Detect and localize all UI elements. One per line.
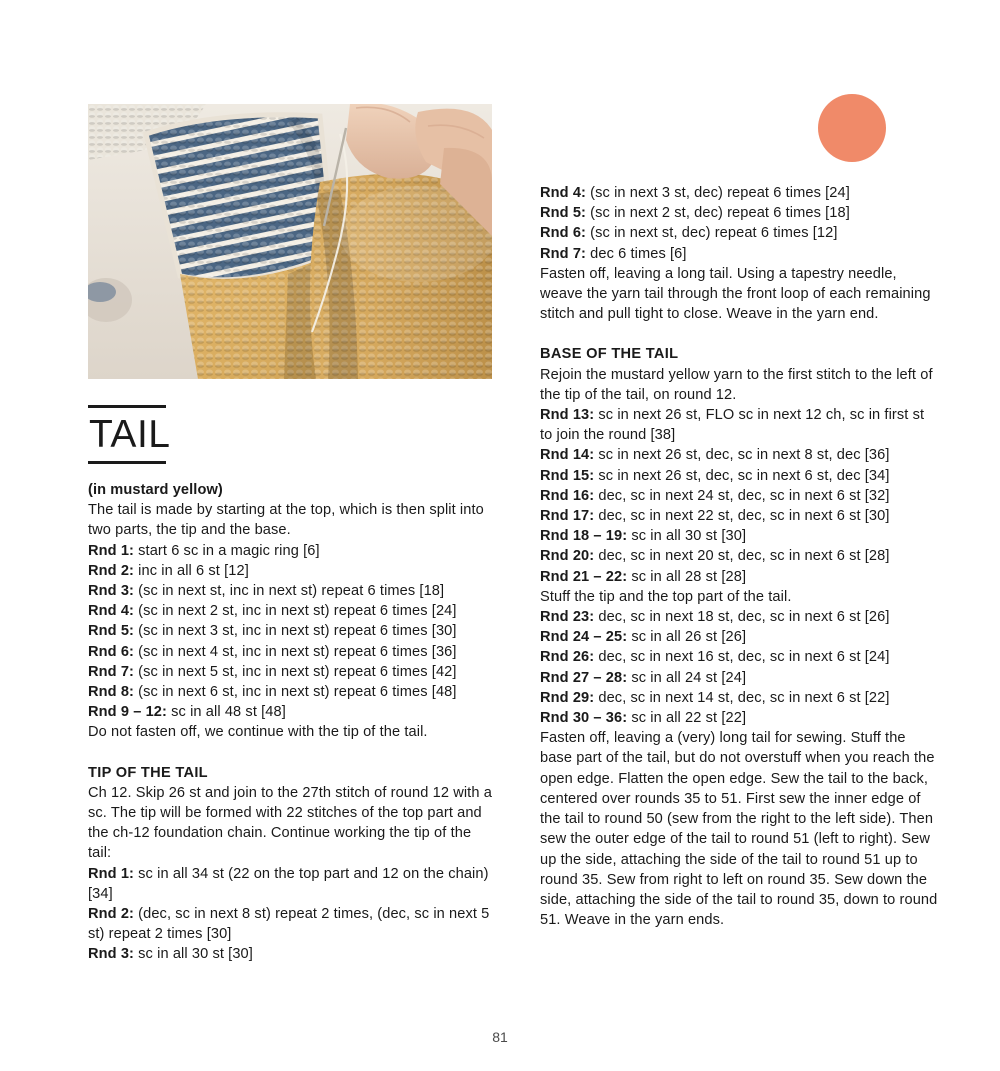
round-line — [540, 203, 938, 223]
round-label: Rnd 7: — [540, 245, 586, 262]
round-line — [88, 904, 492, 944]
round-text: sc in all 22 st [22] — [627, 710, 747, 727]
round-text: dec, sc in next 24 st, dec, sc in next 6 st [32] — [594, 487, 890, 504]
round-text: (sc in next 2 st, dec) repeat 6 times [18] — [586, 205, 850, 222]
round-line — [88, 561, 492, 581]
tip-of-tail-heading: TIP OF THE TAIL — [88, 764, 208, 781]
round-line — [88, 702, 492, 722]
round-line — [540, 567, 938, 587]
round-line — [88, 682, 492, 702]
round-text: start 6 sc in a magic ring [6] — [134, 542, 320, 559]
page-title: TAIL — [89, 413, 171, 456]
tip-rounds-continued-list — [540, 183, 938, 264]
round-label: Rnd 15: — [540, 467, 595, 484]
round-line — [540, 486, 938, 506]
round-text: (sc in next st, inc in next st) repeat 6 times [18] — [134, 583, 445, 600]
round-label: Rnd 23: — [540, 609, 595, 626]
heading-rule-top — [88, 405, 166, 408]
round-line — [540, 244, 938, 264]
round-label: Rnd 16: — [540, 487, 595, 504]
round-label: Rnd 5: — [540, 205, 586, 222]
round-line — [540, 708, 938, 728]
round-text: sc in all 34 st (22 on the top part and 12 on the chain) [34] — [88, 865, 489, 902]
round-line — [88, 581, 492, 601]
round-text: (sc in next 5 st, inc in next st) repeat 6 times [42] — [134, 663, 457, 680]
round-text: sc in all 28 st [28] — [627, 568, 747, 585]
round-label: Rnd 4: — [88, 603, 134, 620]
round-label: Rnd 29: — [540, 689, 595, 706]
round-line — [540, 688, 938, 708]
round-label: Rnd 5: — [88, 623, 134, 640]
stuff-note-paragraph: Stuff the tip and the top part of the tail. — [540, 588, 792, 605]
round-label: Rnd 14: — [540, 447, 595, 464]
round-label: Rnd 13: — [540, 407, 595, 424]
round-text: dec, sc in next 20 st, dec, sc in next 6 st [28] — [594, 548, 890, 565]
round-text: dec, sc in next 18 st, dec, sc in next 6 st [26] — [594, 609, 890, 626]
base-rounds-list-part2 — [540, 607, 938, 728]
round-line — [540, 445, 938, 465]
tip-finishing-paragraph: Fasten off, leaving a long tail. Using a tapestry needle, weave the yarn tail through the front loop of each remaining stitch and pull tight to close. Weave in the yarn end. — [540, 265, 931, 323]
page-number: 81 — [492, 1029, 508, 1045]
round-line — [88, 944, 492, 964]
photo-illustration — [88, 104, 492, 379]
round-text: dec 6 times [6] — [586, 245, 687, 262]
round-line — [540, 546, 938, 566]
round-text: dec, sc in next 14 st, dec, sc in next 6 st [22] — [594, 689, 890, 706]
round-line — [540, 466, 938, 486]
round-text: sc in all 26 st [26] — [627, 629, 747, 646]
round-label: Rnd 17: — [540, 508, 595, 525]
decorative-accent-dot — [818, 94, 886, 162]
tail-intro-paragraph: The tail is made by starting at the top, which is then split into two parts, the tip and the base. — [88, 502, 484, 539]
round-label: Rnd 24 – 25: — [540, 629, 628, 646]
right-text-column — [540, 183, 938, 930]
round-line — [88, 864, 492, 904]
round-label: Rnd 26: — [540, 649, 595, 666]
round-line — [540, 506, 938, 526]
round-text: sc in all 24 st [24] — [627, 669, 747, 686]
round-label: Rnd 21 – 22: — [540, 568, 628, 585]
round-label: Rnd 1: — [88, 865, 134, 882]
tail-heading-block — [88, 405, 492, 464]
round-label: Rnd 20: — [540, 548, 595, 565]
round-line — [540, 668, 938, 688]
base-intro-paragraph: Rejoin the mustard yellow yarn to the first stitch to the left of the tip of the tail, on round 12. — [540, 366, 933, 403]
tip-rounds-list — [88, 864, 492, 965]
round-label: Rnd 8: — [88, 684, 134, 701]
heading-rule-bottom — [88, 461, 166, 464]
round-line — [88, 601, 492, 621]
round-text: (sc in next 3 st, dec) repeat 6 times [24] — [586, 185, 850, 201]
round-label: Rnd 2: — [88, 562, 134, 579]
round-text: (sc in next 4 st, inc in next st) repeat 6 times [36] — [134, 643, 457, 660]
round-line — [540, 647, 938, 667]
round-line — [540, 526, 938, 546]
round-label: Rnd 9 – 12: — [88, 704, 167, 721]
round-text: sc in all 30 st [30] — [134, 946, 253, 963]
round-line — [540, 607, 938, 627]
round-line — [540, 223, 938, 243]
round-text: (dec, sc in next 8 st) repeat 2 times, (dec, sc in next 5 st) repeat 2 times [30] — [88, 906, 490, 943]
round-label: Rnd 6: — [540, 225, 586, 242]
materials-subtitle-text: (in mustard yellow) — [88, 482, 223, 498]
round-line — [540, 405, 938, 445]
base-of-tail-heading: BASE OF THE TAIL — [540, 346, 679, 363]
round-line — [540, 183, 938, 203]
round-line — [88, 541, 492, 561]
round-text: sc in next 26 st, FLO sc in next 12 ch, sc in first st to join the round [38] — [540, 407, 925, 444]
tail-after-rounds-note: Do not fasten off, we continue with the tip of the tail. — [88, 724, 428, 741]
round-line — [540, 627, 938, 647]
round-label: Rnd 1: — [88, 542, 134, 559]
round-text: sc in all 48 st [48] — [166, 704, 286, 721]
tail-rounds-list — [88, 541, 492, 723]
tip-intro-paragraph: Ch 12. Skip 26 st and join to the 27th stitch of round 12 with a sc. The tip will be formed with 22 stitches of the top part and the ch-12 foundation chain. Continue working the tip of the tail: — [88, 784, 492, 862]
round-label: Rnd 3: — [88, 583, 134, 600]
round-label: Rnd 30 – 36: — [540, 710, 628, 727]
round-text: (sc in next 2 st, inc in next st) repeat 6 times [24] — [134, 603, 457, 620]
round-text: sc in all 30 st [30] — [627, 528, 747, 545]
left-text-column — [88, 405, 492, 965]
round-text: (sc in next 3 st, inc in next st) repeat 6 times [30] — [134, 623, 457, 640]
round-label: Rnd 27 – 28: — [540, 669, 628, 686]
round-line — [88, 621, 492, 641]
round-text: sc in next 26 st, dec, sc in next 6 st, dec [34] — [594, 467, 890, 484]
base-rounds-list-part1 — [540, 405, 938, 587]
round-text: dec, sc in next 22 st, dec, sc in next 6 st [30] — [594, 508, 890, 525]
base-finishing-paragraph: Fasten off, leaving a (very) long tail for sewing. Stuff the base part of the tail, but do not overstuff when you reach the open edge. Flatten the open edge. Sew the tail to the back, centered over rounds 35 to 51. First sew the inner edge of the tail to round 50 (sew from the right to the left side). Then sew the outer edge of the tail to round 51 (left to right). Sew up the side, attaching the side of the tail to round 51 up to round 35. Sew from right to left on round 35. Sew down the side, attaching the side of the tail to round 35, down to round 51. Weave in the yarn ends. — [540, 730, 938, 929]
round-text: (sc in next st, dec) repeat 6 times [12] — [586, 225, 838, 242]
round-line — [88, 662, 492, 682]
tutorial-photo — [88, 104, 492, 379]
materials-subtitle — [88, 480, 492, 500]
round-text: (sc in next 6 st, inc in next st) repeat 6 times [48] — [134, 684, 457, 701]
round-label: Rnd 3: — [88, 946, 134, 963]
round-label: Rnd 18 – 19: — [540, 528, 628, 545]
round-text: dec, sc in next 16 st, dec, sc in next 6 st [24] — [594, 649, 890, 666]
round-label: Rnd 2: — [88, 906, 134, 923]
round-text: sc in next 26 st, dec, sc in next 8 st, dec [36] — [594, 447, 890, 464]
round-label: Rnd 6: — [88, 643, 134, 660]
round-text: inc in all 6 st [12] — [134, 562, 249, 579]
round-label: Rnd 4: — [540, 185, 586, 201]
round-label: Rnd 7: — [88, 663, 134, 680]
round-line — [88, 642, 492, 662]
